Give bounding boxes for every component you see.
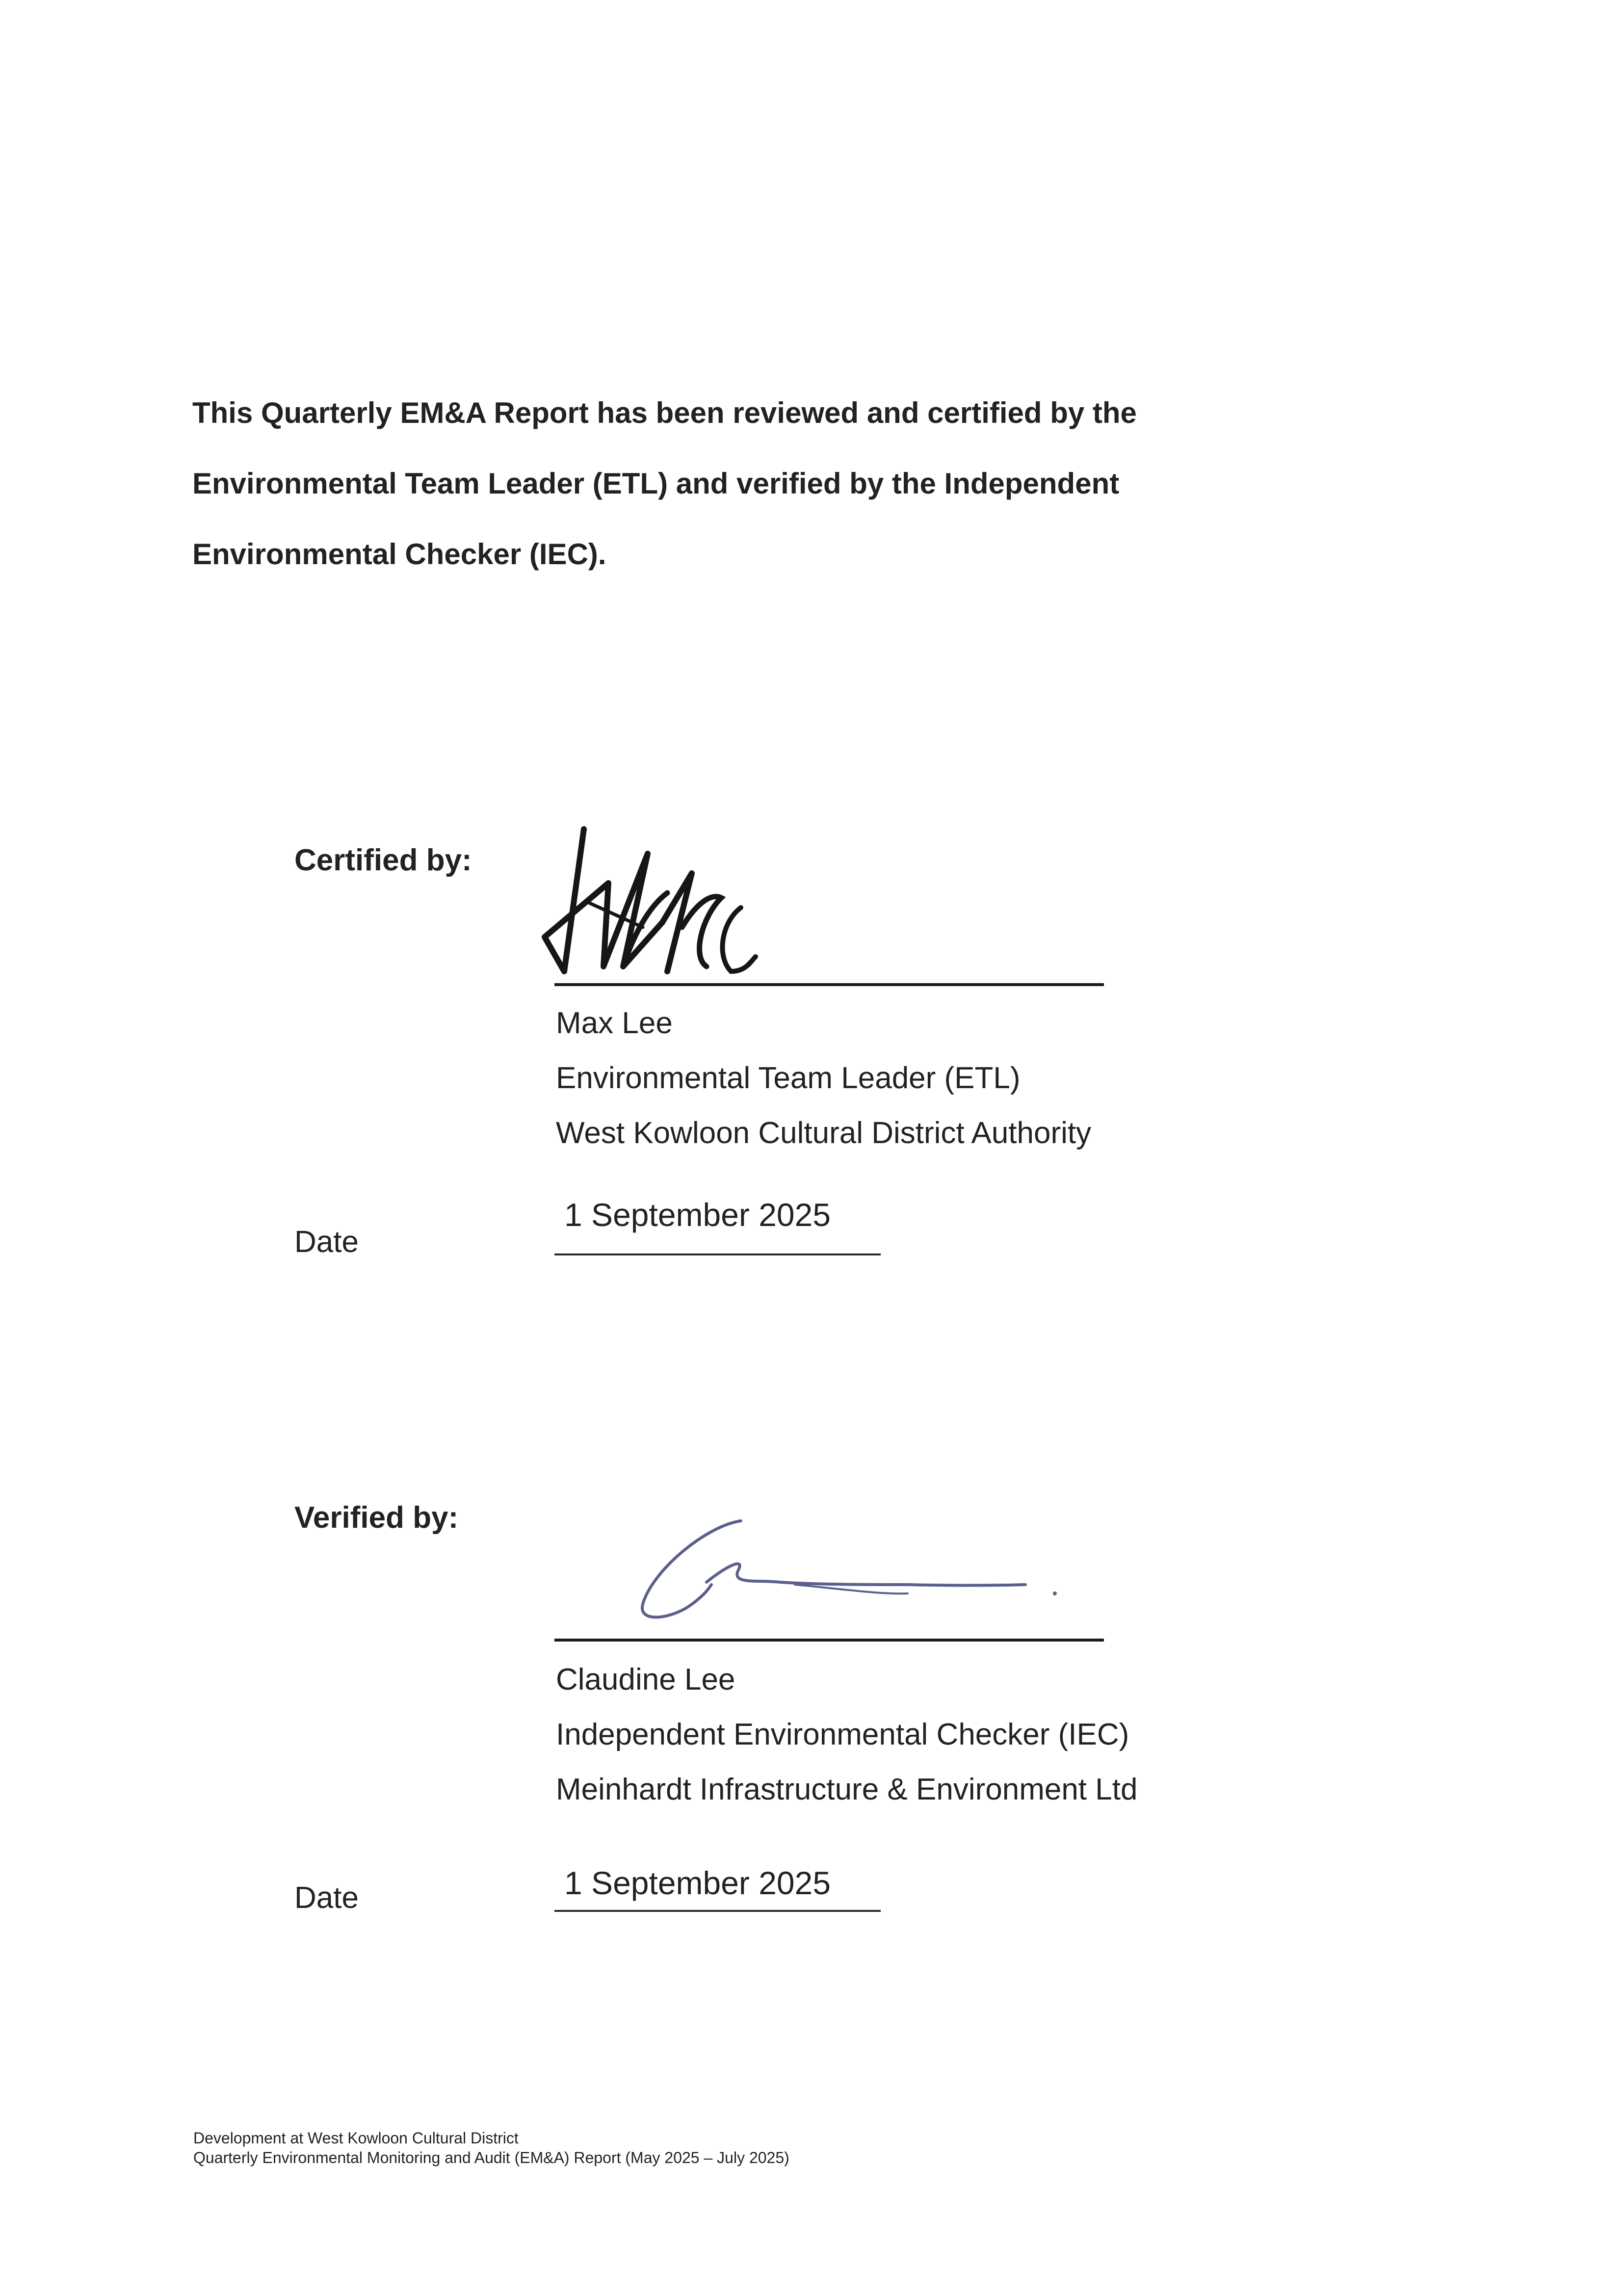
statement-line-3: Environmental Checker (IEC). bbox=[192, 538, 606, 571]
verified-title: Independent Environmental Checker (IEC) bbox=[556, 1718, 1129, 1751]
certification-statement bbox=[192, 378, 1370, 590]
certified-signature-icon bbox=[535, 824, 770, 986]
verified-by-label: Verified by: bbox=[294, 1501, 459, 1535]
footer-project: Development at West Kowloon Cultural District bbox=[193, 2129, 519, 2147]
verified-signatory-details bbox=[556, 1652, 1137, 1817]
verified-signature-icon bbox=[633, 1511, 1074, 1629]
statement-line-1: This Quarterly EM&A Report has been reviewed and certified by the bbox=[192, 396, 1137, 429]
verified-signature-line bbox=[554, 1639, 1104, 1642]
certified-signatory-details bbox=[556, 996, 1091, 1161]
certified-organization: West Kowloon Cultural District Authority bbox=[556, 1116, 1092, 1150]
footer-report-title: Quarterly Environmental Monitoring and Audit (EM&A) Report (May 2025 – July 2025) bbox=[193, 2149, 789, 2166]
certified-date-label: Date bbox=[294, 1225, 359, 1259]
certified-date-line bbox=[554, 1253, 881, 1255]
verified-organization: Meinhardt Infrastructure & Environment Ltd bbox=[556, 1773, 1138, 1806]
certified-title: Environmental Team Leader (ETL) bbox=[556, 1061, 1021, 1095]
verified-date-label: Date bbox=[294, 1881, 359, 1915]
certified-date-value: 1 September 2025 bbox=[564, 1197, 831, 1233]
document-footer bbox=[193, 2128, 789, 2167]
certified-by-label: Certified by: bbox=[294, 843, 472, 877]
verified-name: Claudine Lee bbox=[556, 1663, 735, 1696]
verified-date-line bbox=[554, 1910, 881, 1912]
verified-date-value: 1 September 2025 bbox=[564, 1865, 831, 1901]
certified-signature-line bbox=[554, 983, 1104, 986]
certified-name: Max Lee bbox=[556, 1006, 673, 1040]
statement-line-2: Environmental Team Leader (ETL) and verified by the Independent bbox=[192, 467, 1120, 500]
